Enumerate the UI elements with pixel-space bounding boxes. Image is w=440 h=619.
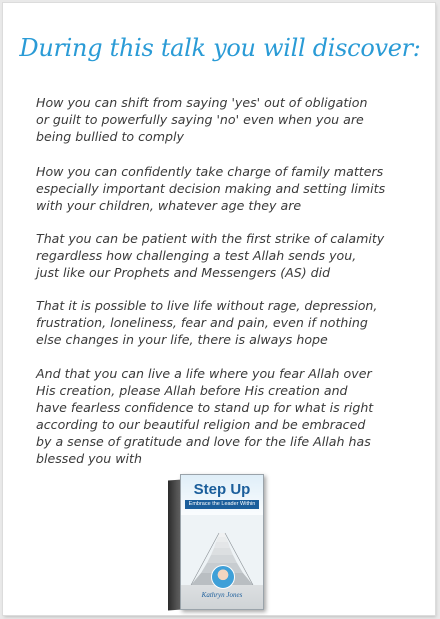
paragraph-line: with your children, whatever age they are (36, 198, 302, 213)
author-photo (211, 565, 235, 589)
paragraph-fear-allah (36, 365, 416, 467)
paragraph-hope (36, 297, 416, 348)
paragraph-line: being bullied to comply (36, 129, 184, 144)
paragraph-line: just like our Prophets and Messengers (AS) did (36, 265, 331, 280)
paragraph-patience (36, 230, 416, 281)
paragraph-line: or guilt to powerfully saying 'no' even when you are (36, 112, 364, 127)
paragraph-saying-no (36, 94, 416, 145)
paragraph-line: regardless how challenging a test Allah sends you, (36, 248, 357, 263)
paragraph-line: frustration, loneliness, fear and pain, even if nothing (36, 315, 368, 330)
book-title: Step Up (193, 481, 251, 498)
paragraph-line: blessed you with (36, 451, 142, 466)
paragraph-family-matters (36, 163, 416, 214)
book-front (180, 474, 264, 610)
paragraph-line: How you can shift from saying 'yes' out of obligation (36, 95, 368, 110)
paragraph-line: That you can be patient with the first strike of calamity (36, 231, 385, 246)
paragraph-line: according to our beautiful religion and be embraced (36, 417, 366, 432)
paragraph-line: His creation, please Allah before His creation and (36, 383, 348, 398)
paragraph-line: have fearless confidence to stand up for what is right (36, 400, 374, 415)
paragraph-line: That it is possible to live life without rage, depression, (36, 298, 378, 313)
book-subtitle: Embrace the Leader Within (185, 500, 259, 509)
book-cover-image (168, 474, 264, 610)
paragraph-line: else changes in your life, there is always hope (36, 332, 328, 347)
book-author: Kathryn Jones (201, 591, 243, 599)
paragraph-line: And that you can live a life where you fear Allah over (36, 366, 372, 381)
page-heading: During this talk you will discover: (19, 34, 421, 62)
paragraph-line: How you can confidently take charge of family matters (36, 164, 384, 179)
paragraph-line: especially important decision making and setting limits (36, 181, 386, 196)
paragraph-line: by a sense of gratitude and love for the life Allah has (36, 434, 371, 449)
